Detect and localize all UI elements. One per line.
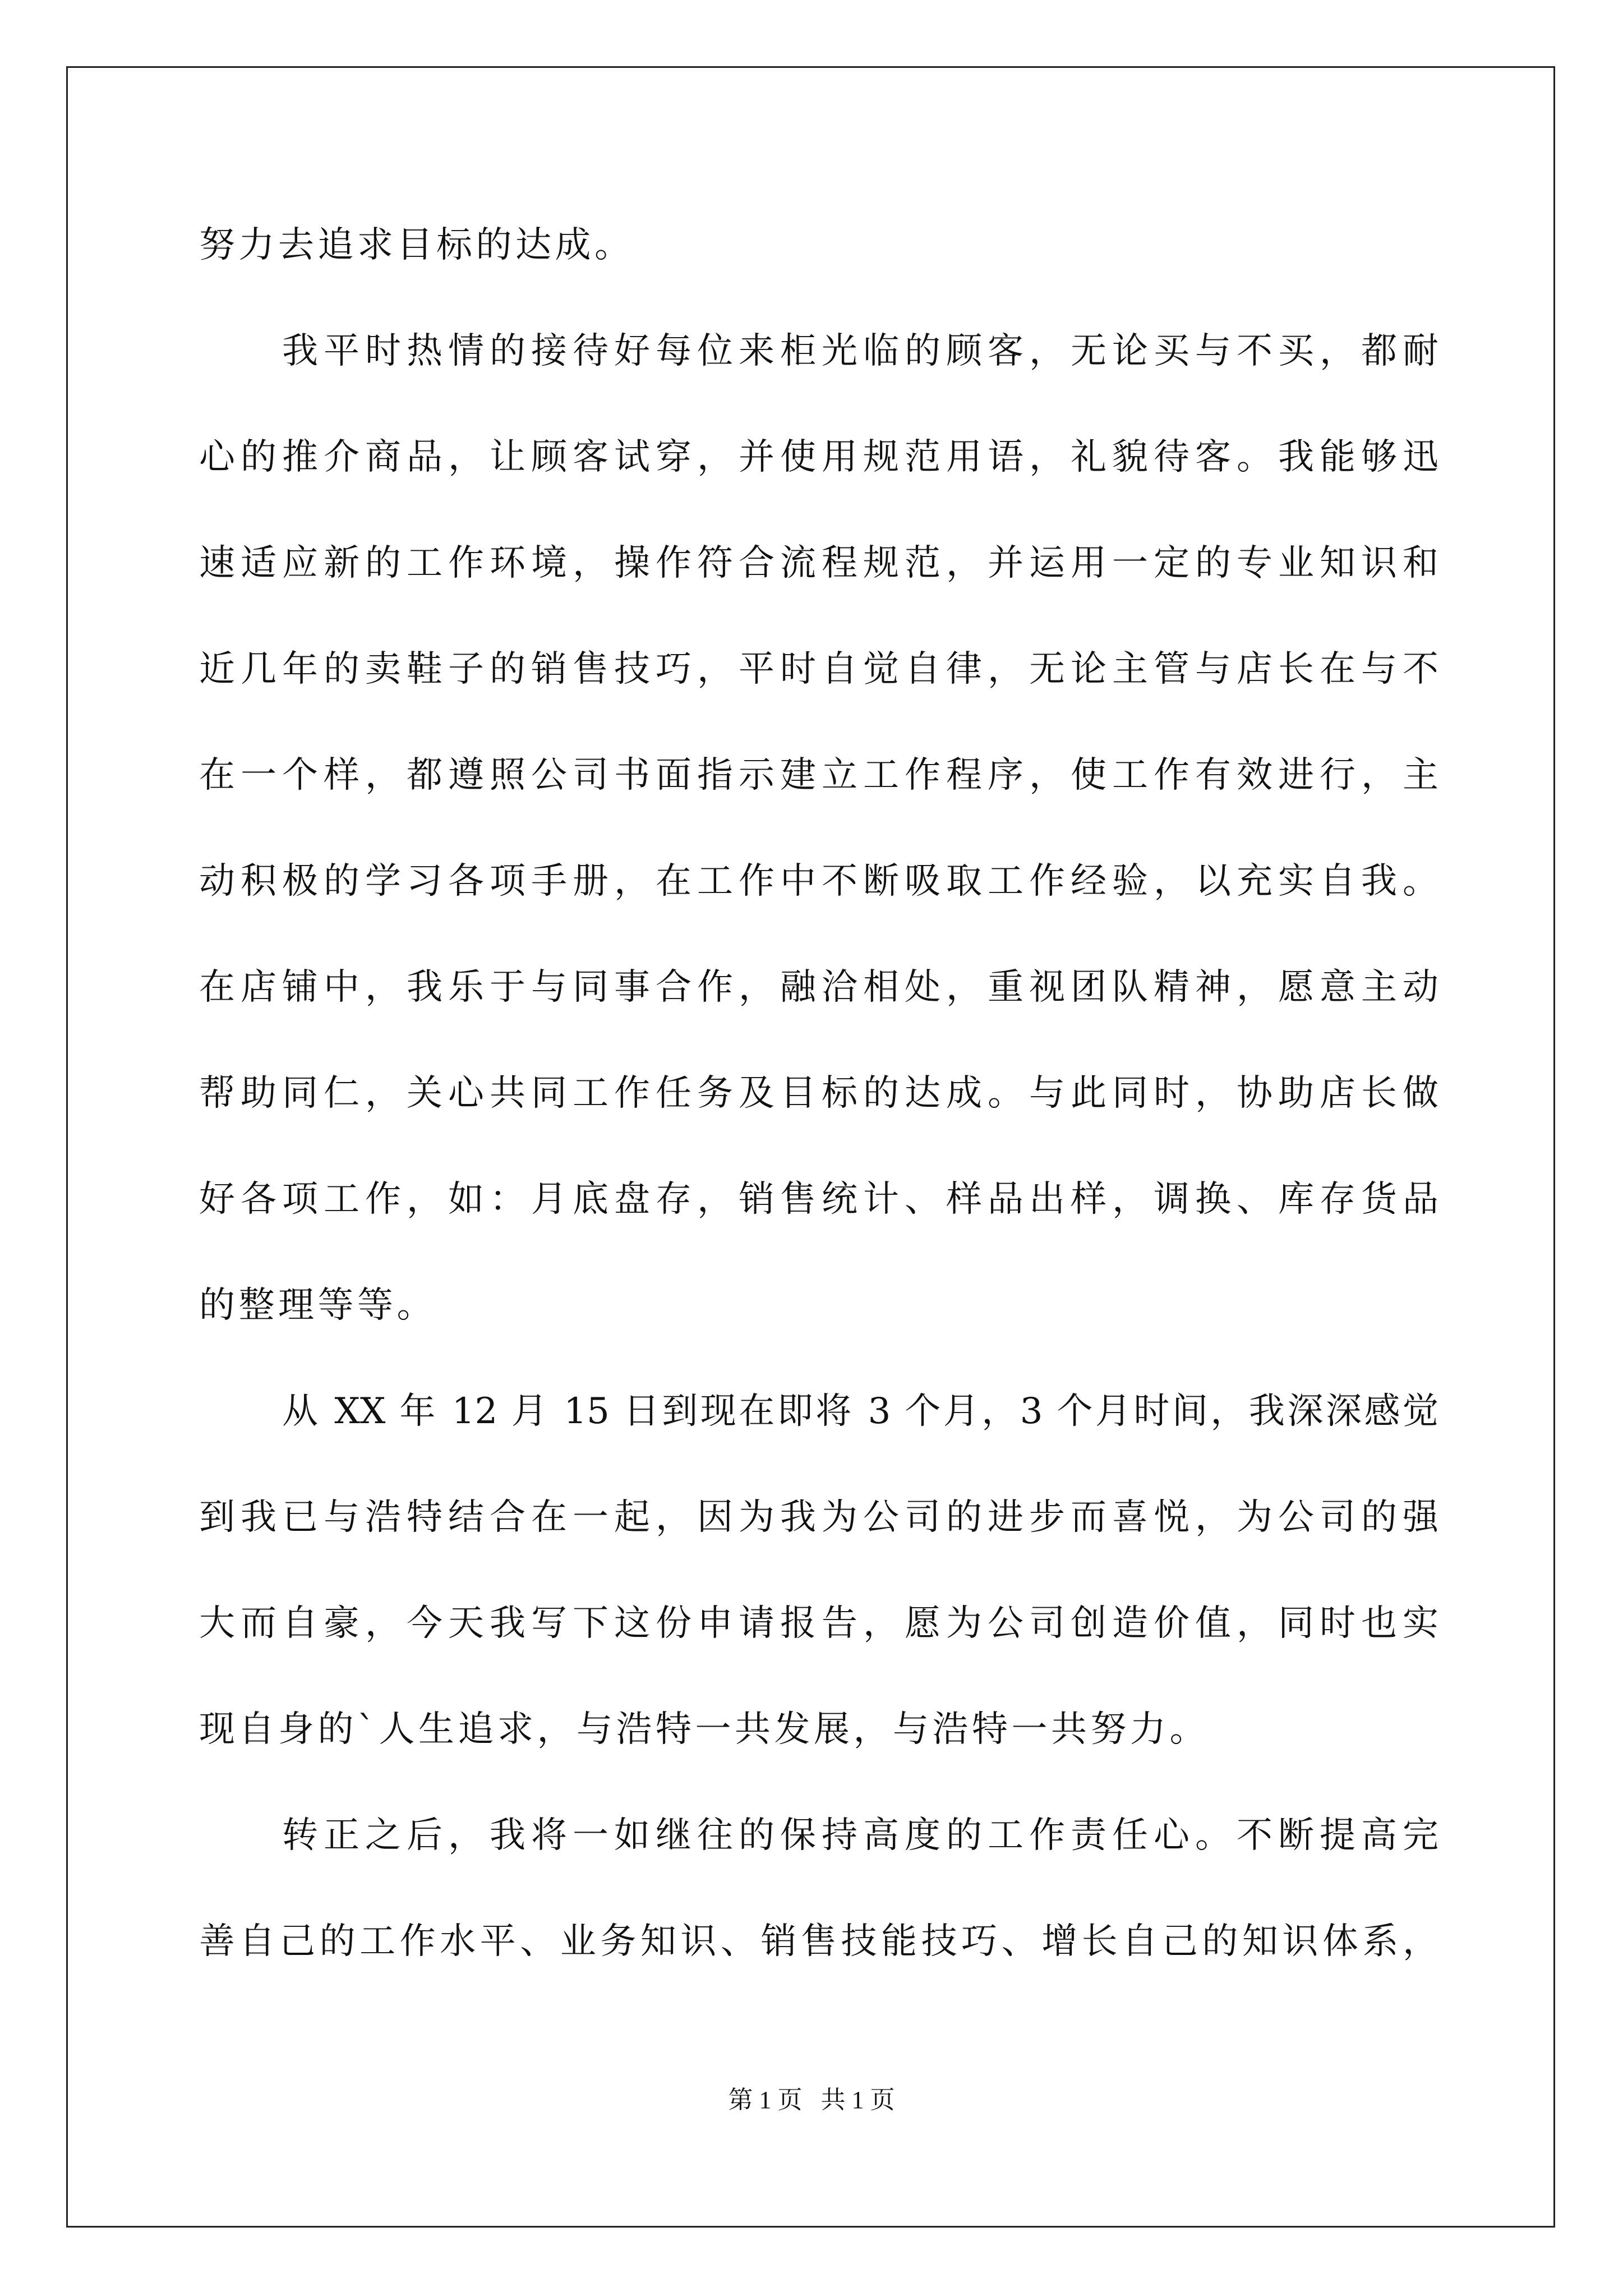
text-line: 现自身的`人生追求，与浩特一共发展，与浩特一共努力。 [199, 1709, 1209, 1750]
text-line: 好各项工作，如：月底盘存，销售统计、样品出样，调换、库存货品 [199, 1179, 1438, 1220]
text-line: 的整理等等。 [199, 1285, 436, 1326]
text-line: 转正之后，我将一如继往的保持高度的工作责任心。不断提高完 [282, 1815, 1438, 1856]
text-line: 速适应新的工作环境，操作符合流程规范，并运用一定的专业知识和 [199, 542, 1438, 584]
text-line: 善自己的工作水平、业务知识、销售技能技巧、增长自己的知识体系， [199, 1921, 1438, 1962]
text-line: 到我已与浩特结合在一起，因为我为公司的进步而喜悦，为公司的强 [199, 1497, 1438, 1538]
page-border [66, 66, 1555, 2228]
text-line: 在店铺中，我乐于与同事合作，融洽相处，重视团队精神，愿意主动 [199, 967, 1438, 1008]
text-line: 近几年的卖鞋子的销售技巧，平时自觉自律，无论主管与店长在与不 [199, 648, 1438, 690]
text-line: 我平时热情的接待好每位来柜光临的顾客，无论买与不买，都耐 [282, 330, 1438, 372]
text-line: 在一个样，都遵照公司书面指示建立工作程序，使工作有效进行，主 [199, 754, 1438, 796]
text-line: 努力去追求目标的达成。 [199, 224, 634, 266]
text-line: 从 XX 年 12 月 15 日到现在即将 3 个月，3 个月时间，我深深感觉 [282, 1391, 1438, 1432]
text-line: 心的推介商品，让顾客试穿，并使用规范用语，礼貌待客。我能够迅 [199, 436, 1438, 478]
text-line: 动积极的学习各项手册，在工作中不断吸取工作经验，以充实自我。 [199, 861, 1438, 902]
text-line: 帮助同仁，关心共同工作任务及目标的达成。与此同时，协助店长做 [199, 1073, 1438, 1114]
text-line: 大而自豪，今天我写下这份申请报告，愿为公司创造价值，同时也实 [199, 1603, 1438, 1644]
page-number-footer: 第 1 页 共 1 页 [728, 2086, 895, 2114]
